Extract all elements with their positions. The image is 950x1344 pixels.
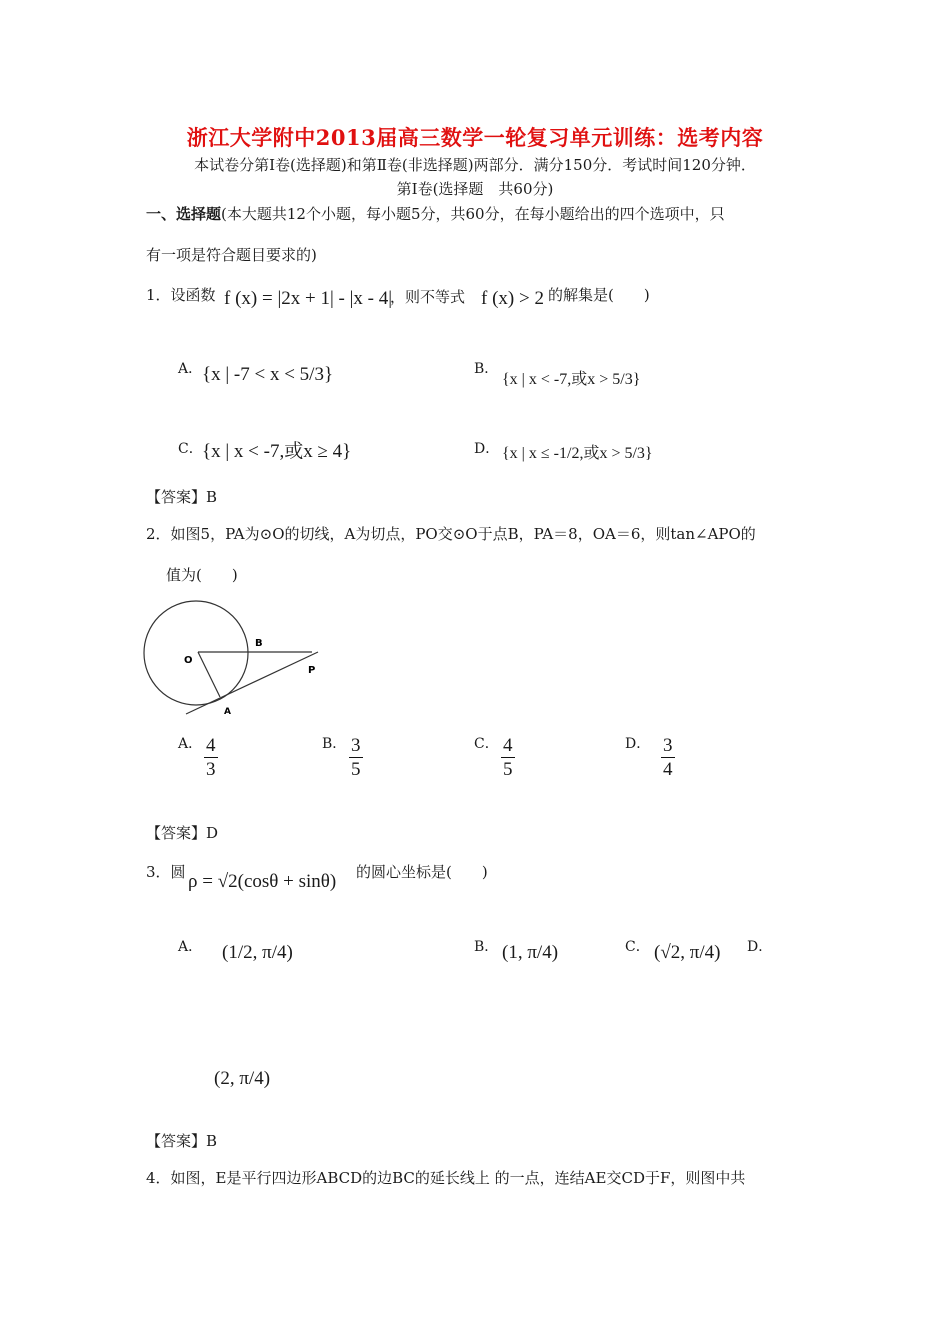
q2-a-den: 3 xyxy=(206,759,216,780)
q2-line-2: 值为( ) xyxy=(166,566,238,584)
q2-a-num: 4 xyxy=(206,735,216,756)
label-a: A xyxy=(224,707,231,717)
page-title: 浙江大学附中2013届高三数学一轮复习单元训练：选考内容 xyxy=(186,125,764,150)
q1-function: f (x) = |2x + 1| - |x - 4| xyxy=(224,288,393,309)
q1-option-d-math: {x | x ≤ -1/2,或x > 5/3} xyxy=(502,445,653,462)
q3-option-a-label: A． xyxy=(178,939,203,955)
q2-line-1: 2．如图5，PA为⊙O的切线，A为切点，PO交⊙O于点B，PA＝8，OA＝6，则tan∠APO的 xyxy=(146,525,756,543)
section-desc-2: 有一项是符合题目要求的) xyxy=(146,246,317,264)
q2-option-a xyxy=(202,736,220,779)
q2-option-d-label: D． xyxy=(625,736,651,752)
answer-value: B xyxy=(206,488,218,506)
part-title: 第Ⅰ卷(选择题 共60分) xyxy=(396,180,554,198)
q1-inequality: f (x) > 2 xyxy=(481,288,544,309)
intro-text: 本试卷分第Ⅰ卷(选择题)和第Ⅱ卷(非选择题)两部分．满分150分．考试时间120分钟． xyxy=(194,156,756,174)
q1-option-c-label: C． xyxy=(178,441,203,457)
q3-answer xyxy=(146,1130,217,1151)
q1-option-a-math: {x | -7 < x < 5/3} xyxy=(202,364,334,385)
q3-option-a-math: (1/2, π/4) xyxy=(222,942,293,963)
q2-option-b xyxy=(347,736,365,779)
q2-option-b-label: B． xyxy=(322,736,347,752)
q1-number: 1．设函数 xyxy=(146,286,216,304)
q2-answer xyxy=(146,822,218,843)
answer-prefix: 【答案】 xyxy=(146,488,207,506)
q2-c-den: 5 xyxy=(503,759,513,780)
section-header xyxy=(146,203,725,224)
q3-equation: ρ = √2(cosθ + sinθ) xyxy=(188,871,337,892)
q2-d-num: 3 xyxy=(663,735,673,756)
label-p: P xyxy=(308,665,316,676)
q2-b-num: 3 xyxy=(351,735,361,756)
q2-c-num: 4 xyxy=(503,735,513,756)
q1-option-c-math: {x | x < -7,或x ≥ 4} xyxy=(202,441,352,462)
q1-answer xyxy=(146,486,217,507)
line-oa xyxy=(198,652,220,697)
q3-tail: 的圆心坐标是( ) xyxy=(356,863,488,881)
q3-option-b-math: (1, π/4) xyxy=(502,942,559,963)
line-tangent xyxy=(186,652,318,714)
q4-line-1: 4．如图，E是平行四边形ABCD的边BC的延长线上 的一点，连结AE交CD于F，则图中共 xyxy=(146,1169,746,1187)
q3-option-b-label: B． xyxy=(474,939,499,955)
q2-b-den: 5 xyxy=(351,759,361,780)
q3-option-c-label: C． xyxy=(625,939,650,955)
q1-option-b-label: B． xyxy=(474,361,499,377)
q2-d-den: 4 xyxy=(663,759,673,780)
q2-option-c-label: C． xyxy=(474,736,499,752)
answer-prefix: 【答案】 xyxy=(146,1132,207,1150)
q3-option-d-math: (2, π/4) xyxy=(214,1068,271,1089)
q3-option-c-math: (√2, π/4) xyxy=(654,942,721,963)
circle-o xyxy=(144,601,248,705)
section-label: 一、选择题 xyxy=(146,205,222,223)
q1-option-d-label: D． xyxy=(474,441,500,457)
q2-figure xyxy=(140,600,340,720)
q1-option-b-math: {x | x < -7,或x > 5/3} xyxy=(502,371,641,388)
q3-number: 3．圆 xyxy=(146,863,186,881)
q2-option-d xyxy=(659,736,677,779)
answer-value: B xyxy=(206,1132,218,1150)
label-b: B xyxy=(255,638,263,649)
q2-option-a-label: A． xyxy=(178,736,203,752)
q1-mid-text: ，则不等式 xyxy=(390,288,466,306)
label-o: O xyxy=(184,655,193,666)
answer-value: D xyxy=(206,824,219,842)
q1-option-a-label: A． xyxy=(178,361,203,377)
section-desc-1: (本大题共12个小题，每小题5分，共60分，在每小题给出的四个选项中，只 xyxy=(221,205,725,223)
q1-tail: 的解集是( ) xyxy=(548,286,650,304)
answer-prefix: 【答案】 xyxy=(146,824,207,842)
q3-option-d-label: D． xyxy=(747,939,773,955)
q2-option-c xyxy=(499,736,517,779)
